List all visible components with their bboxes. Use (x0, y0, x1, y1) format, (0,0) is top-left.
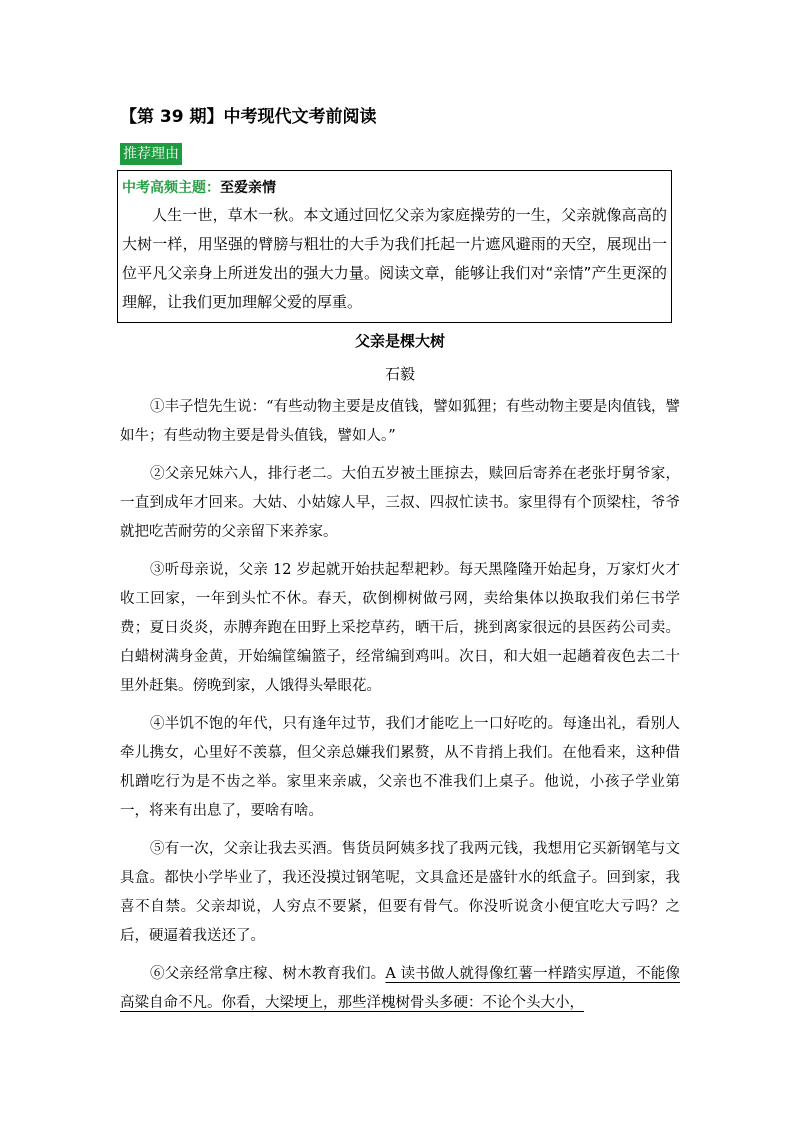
paragraph-3: ③听母亲说，父亲 12 岁起就开始扶起犁耙耖。每天黑隆隆开始起身，万家灯火才收工回家，一年到头忙不休。春天，砍倒柳树做弓网，卖给集体以换取我们弟仨书学费；夏日炎炎，赤膊奔跑在田野上采挖草药，晒干后，挑到离家很远的县医药公司卖。白蜡树满身金黄，开始编筐编篮子，经常编到鸡叫。次日，和大姐一起趟着夜色去二十里外赶集。傍晚到家，人饿得头晕眼花。 (120, 562, 680, 694)
theme-label: 中考高频主题： (122, 180, 220, 196)
paragraph-1: ①丰子恺先生说：“有些动物主要是皮值钱，譬如狐狸；有些动物主要是肉值钱，譬如牛；有些动物主要是骨头值钱，譬如人。” (120, 399, 680, 444)
paragraph-4: ④半饥不饱的年代，只有逢年过节，我们才能吃上一口好吃的。每逢出礼，看别人牵儿携女，心里好不羡慕，但父亲总嫌我们累赘，从不肯捎上我们。在他看来，这种借机蹭吃行为是不齿之举。家里来亲戚，父亲也不准我们上桌子。他说，小孩子学业第一，将来有出息了，要啥有啥。 (120, 716, 680, 819)
article-title: 父亲是棵大树 (354, 332, 445, 350)
recommend-box (117, 170, 672, 323)
page-title: 【第 39 期】中考现代文考前阅读 (120, 107, 377, 127)
paragraph-6-text: ⑥父亲经常拿庄稼、树木教育我们。 (150, 966, 386, 982)
underlined-sentence-a: A 读书做人就得像红薯一样踏实厚道，不能像高粱自命不凡。你看，大梁埂上，那些洋槐树骨头多硬：不论个头大小， (120, 966, 680, 1011)
paragraph-2: ②父亲兄妹六人，排行老二。大伯五岁被土匪掠去，赎回后寄养在老张圩舅爷家，一直到成年才回来。大姑、小姑嫁人早，三叔、四叔忙读书。家里得有个顶梁柱，爷爷就把吃苦耐劳的父亲留下来养家。 (120, 466, 680, 540)
article-body (120, 393, 680, 1027)
recommend-body: 人生一世，草木一秋。本文通过回忆父亲为家庭操劳的一生，父亲就像高高的大树一样，用坚强的臂膀与粗壮的大手为我们托起一片遮风避雨的天空，展现出一位平凡父亲身上所迸发出的强大力量。阅读文章，能够让我们对“亲情”产生更深的理解，让我们更加理解父爱的厚重。 (122, 206, 667, 311)
theme-value: 至爱亲情 (220, 180, 276, 196)
recommend-theme (122, 177, 667, 199)
recommend-tag: 推荐理由 (120, 143, 182, 165)
paragraph-6 (120, 960, 680, 1018)
paragraph-5: ⑤有一次，父亲让我去买酒。售货员阿姨多找了我两元钱，我想用它买新钢笔与文具盒。都快小学毕业了，我还没摸过钢笔呢，文具盒还是盛针水的纸盒子。回到家，我喜不自禁。父亲却说，人穷点不要紧，但要有骨气。你没听说贪小便宜吃大亏吗？之后，硬逼着我送还了。 (120, 841, 680, 944)
article-author: 石毅 (384, 365, 415, 383)
